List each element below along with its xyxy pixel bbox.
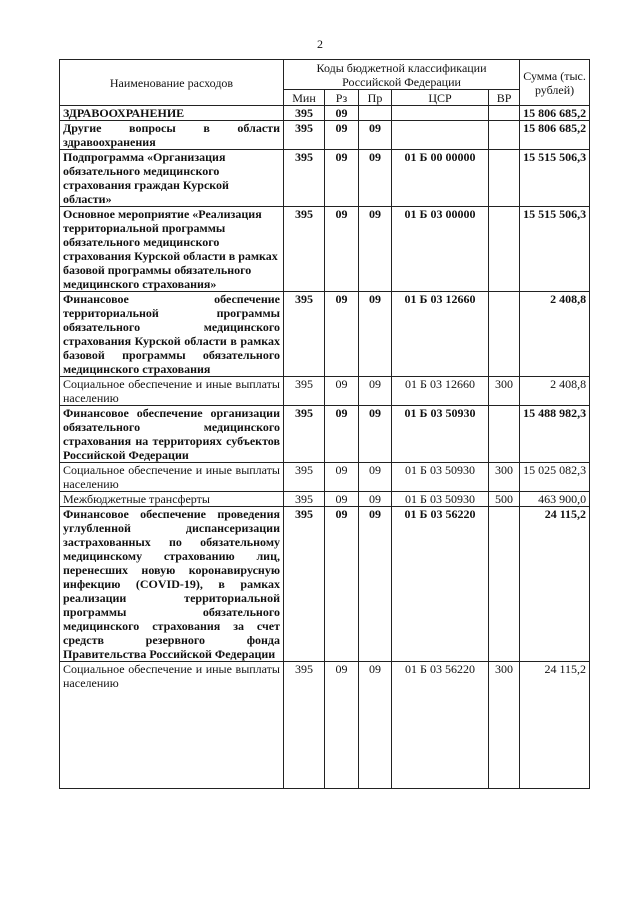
row-sum: 15 806 685,2 xyxy=(520,106,590,121)
row-name: Подпрограмма «Организация обязательного медицинского страхования граждан Курской области» xyxy=(60,150,284,207)
header-csr: ЦСР xyxy=(392,90,489,106)
row-vr: 300 xyxy=(489,662,520,789)
header-vr: ВР xyxy=(489,90,520,106)
row-pr: 09 xyxy=(359,463,392,492)
row-min: 395 xyxy=(284,150,325,207)
budget-table xyxy=(59,59,590,789)
row-name: Социальное обеспечение и иные выплаты населению xyxy=(60,377,284,406)
row-sum: 24 115,2 xyxy=(520,662,590,789)
row-min: 395 xyxy=(284,106,325,121)
row-csr: 01 Б 03 56220 xyxy=(392,662,489,789)
table-row xyxy=(60,106,590,121)
header-pr: Пр xyxy=(359,90,392,106)
row-rz: 09 xyxy=(325,662,359,789)
row-vr: 300 xyxy=(489,463,520,492)
table-row xyxy=(60,492,590,507)
row-vr xyxy=(489,121,520,150)
table-row xyxy=(60,662,590,789)
row-name: Основное мероприятие «Реализация территориальной программы обязательного медицинского страхования Курской области в рамках базовой программы обязательного медицинского страхования» xyxy=(60,207,284,292)
row-vr xyxy=(489,406,520,463)
row-pr xyxy=(359,106,392,121)
row-csr: 01 Б 00 00000 xyxy=(392,150,489,207)
row-csr: 01 Б 03 50930 xyxy=(392,492,489,507)
header-name: Наименование расходов xyxy=(60,60,284,106)
row-pr: 09 xyxy=(359,377,392,406)
row-pr: 09 xyxy=(359,507,392,662)
table-row xyxy=(60,292,590,377)
row-sum: 2 408,8 xyxy=(520,377,590,406)
row-name: Финансовое обеспечение территориальной программы обязательного медицинского страхования Курской области в рамках базовой программы обязательного медицинского страхования xyxy=(60,292,284,377)
table-row xyxy=(60,463,590,492)
row-rz: 09 xyxy=(325,492,359,507)
row-sum: 15 488 982,3 xyxy=(520,406,590,463)
header-rz: Рз xyxy=(325,90,359,106)
row-min: 395 xyxy=(284,292,325,377)
row-csr: 01 Б 03 50930 xyxy=(392,406,489,463)
header-sum: Сумма (тыс. рублей) xyxy=(520,60,590,106)
row-csr xyxy=(392,121,489,150)
row-sum: 463 900,0 xyxy=(520,492,590,507)
row-min: 395 xyxy=(284,507,325,662)
row-rz: 09 xyxy=(325,292,359,377)
row-vr xyxy=(489,507,520,662)
row-pr: 09 xyxy=(359,150,392,207)
row-rz: 09 xyxy=(325,207,359,292)
row-rz: 09 xyxy=(325,406,359,463)
row-sum: 2 408,8 xyxy=(520,292,590,377)
row-pr: 09 xyxy=(359,207,392,292)
row-min: 395 xyxy=(284,492,325,507)
row-pr: 09 xyxy=(359,406,392,463)
row-min: 395 xyxy=(284,377,325,406)
row-name: Финансовое обеспечение проведения углубленной диспансеризации застрахованных по обязательному медицинскому страхованию лиц, перенесших новую коронавирусную инфекцию (COVID-19), в рамках реализации территориальной программы обязательного медицинского страхования за счет средств резервного фонда Правительства Российской Федерации xyxy=(60,507,284,662)
row-vr: 500 xyxy=(489,492,520,507)
row-vr xyxy=(489,150,520,207)
row-sum: 15 515 506,3 xyxy=(520,207,590,292)
row-sum: 15 806 685,2 xyxy=(520,121,590,150)
row-csr: 01 Б 03 50930 xyxy=(392,463,489,492)
row-min: 395 xyxy=(284,463,325,492)
row-name: Другие вопросы в области здравоохранения xyxy=(60,121,284,150)
row-min: 395 xyxy=(284,406,325,463)
row-name: ЗДРАВООХРАНЕНИЕ xyxy=(60,106,284,121)
row-rz: 09 xyxy=(325,121,359,150)
row-pr: 09 xyxy=(359,492,392,507)
row-vr: 300 xyxy=(489,377,520,406)
row-csr xyxy=(392,106,489,121)
row-vr xyxy=(489,207,520,292)
row-csr: 01 Б 03 12660 xyxy=(392,292,489,377)
table-row xyxy=(60,377,590,406)
row-name: Социальное обеспечение и иные выплаты населению xyxy=(60,463,284,492)
row-csr: 01 Б 03 56220 xyxy=(392,507,489,662)
row-rz: 09 xyxy=(325,507,359,662)
row-sum: 15 515 506,3 xyxy=(520,150,590,207)
header-codes: Коды бюджетной классификации Российской Федерации xyxy=(284,60,520,90)
row-vr xyxy=(489,106,520,121)
row-pr: 09 xyxy=(359,662,392,789)
row-min: 395 xyxy=(284,662,325,789)
row-sum: 15 025 082,3 xyxy=(520,463,590,492)
row-csr: 01 Б 03 12660 xyxy=(392,377,489,406)
table-row xyxy=(60,207,590,292)
row-sum: 24 115,2 xyxy=(520,507,590,662)
header-min: Мин xyxy=(284,90,325,106)
row-min: 395 xyxy=(284,121,325,150)
row-pr: 09 xyxy=(359,121,392,150)
row-rz: 09 xyxy=(325,463,359,492)
row-name: Межбюджетные трансферты xyxy=(60,492,284,507)
table-row xyxy=(60,406,590,463)
row-name: Социальное обеспечение и иные выплаты населению xyxy=(60,662,284,789)
row-name: Финансовое обеспечение организации обязательного медицинского страхования на территориях субъектов Российской Федерации xyxy=(60,406,284,463)
row-rz: 09 xyxy=(325,106,359,121)
row-rz: 09 xyxy=(325,150,359,207)
table-row xyxy=(60,507,590,662)
row-pr: 09 xyxy=(359,292,392,377)
table-row xyxy=(60,121,590,150)
row-rz: 09 xyxy=(325,377,359,406)
page-number: 2 xyxy=(317,37,323,51)
table-row xyxy=(60,150,590,207)
row-csr: 01 Б 03 00000 xyxy=(392,207,489,292)
row-vr xyxy=(489,292,520,377)
row-min: 395 xyxy=(284,207,325,292)
